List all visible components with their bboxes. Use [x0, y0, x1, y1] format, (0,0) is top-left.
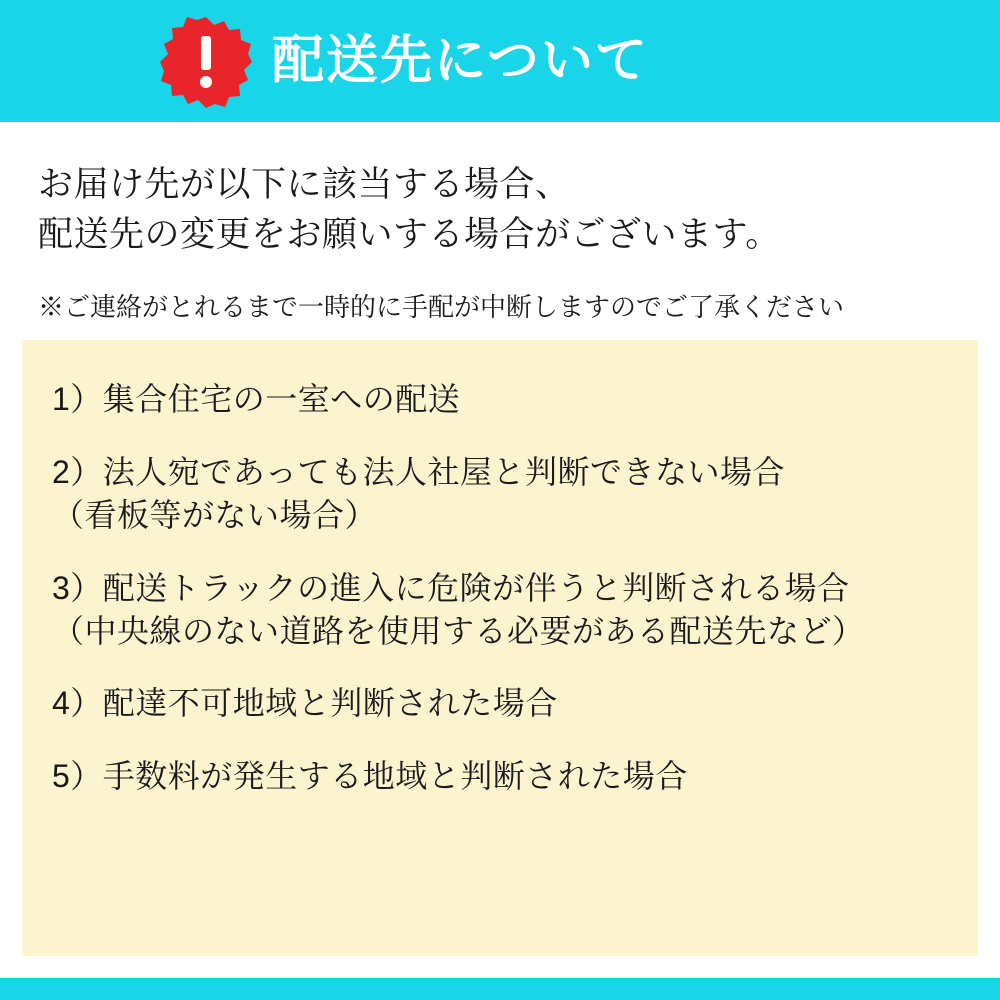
list-item — [52, 755, 948, 798]
list-item — [52, 451, 948, 537]
intro-note: ※ご連絡がとれるまで一時的に手配が中断しますのでご了承ください — [38, 292, 845, 323]
content-card — [0, 122, 1000, 978]
intro-line-1: お届け先が以下に該当する場合、 — [38, 165, 571, 204]
list-item — [52, 378, 948, 421]
list-item-line-1: 2）法人宛であっても法人社屋と判断できない場合 — [52, 453, 785, 490]
list-item-line-2: （中央線のない道路を使用する必要がある配送先など） — [52, 612, 865, 649]
page-header — [0, 0, 1000, 122]
exclamation-badge-icon — [160, 16, 252, 108]
page-title: 配送先について — [272, 32, 649, 90]
list-item — [52, 567, 948, 653]
list-item-line-1: 3）配送トラックの進入に危険が伴うと判断される場合 — [52, 569, 850, 606]
bottom-strip — [0, 956, 1000, 978]
intro-block — [0, 122, 1000, 324]
condition-list-panel — [22, 340, 978, 960]
list-item-line-1: 4）配達不可地域と判断された場合 — [52, 685, 558, 722]
list-item — [52, 682, 948, 725]
intro-line-2: 配送先の変更をお願いする場合がございます。 — [38, 214, 781, 254]
list-item-line-2: （看板等がない場合） — [52, 496, 378, 533]
list-item-line-1: 1）集合住宅の一室への配送 — [52, 381, 461, 417]
list-item-line-1: 5）手数料が発生する地域と判断された場合 — [52, 758, 688, 795]
